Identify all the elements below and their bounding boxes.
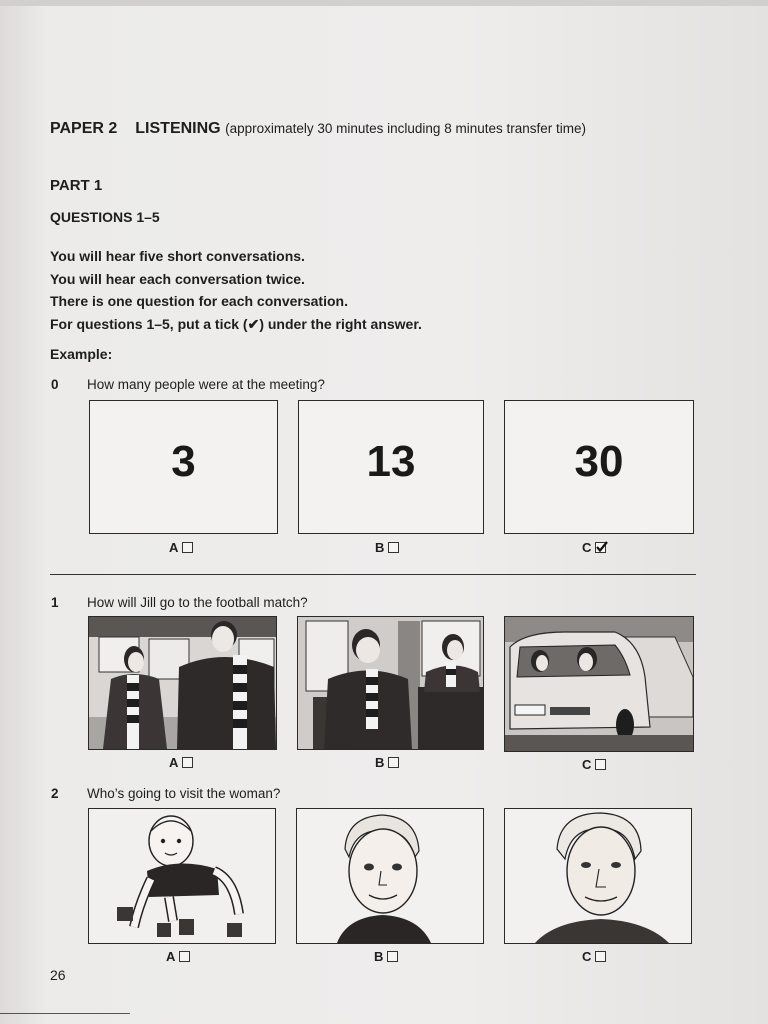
option-box-a xyxy=(88,808,276,944)
instructions xyxy=(50,245,422,335)
tick-icon xyxy=(595,540,609,554)
option-c-answer xyxy=(582,757,606,772)
instruction-line: For questions 1–5, put a tick (✔) under the right answer. xyxy=(50,315,422,332)
option-a-answer xyxy=(169,540,193,555)
boy-illustration xyxy=(297,809,483,943)
answer-checkbox[interactable] xyxy=(182,542,193,553)
option-box-b xyxy=(298,400,484,534)
option-letter: C xyxy=(582,540,592,555)
part-title: PART 1 xyxy=(50,177,103,194)
answer-checkbox-ticked[interactable] xyxy=(595,542,606,553)
couple-on-bus-illustration xyxy=(298,617,483,749)
option-box-a xyxy=(89,400,278,534)
instruction-line: You will hear each conversation twice. xyxy=(50,270,305,287)
couple-in-car-illustration xyxy=(505,617,693,751)
answer-checkbox[interactable] xyxy=(387,951,398,962)
option-letter: A xyxy=(169,755,179,770)
option-letter: B xyxy=(375,755,385,770)
divider xyxy=(50,574,696,575)
paper-label: PAPER 2 xyxy=(50,120,118,137)
answer-checkbox[interactable] xyxy=(595,951,606,962)
example-label: Example: xyxy=(50,346,113,362)
option-c-answer xyxy=(582,949,606,964)
answer-checkbox[interactable] xyxy=(595,759,606,770)
option-letter: C xyxy=(582,949,592,964)
option-letter: B xyxy=(374,949,384,964)
page-number: 26 xyxy=(50,967,66,983)
timing-note: (approximately 30 minutes including 8 minutes transfer time) xyxy=(225,121,586,136)
question-text: Who’s going to visit the woman? xyxy=(87,786,281,801)
option-number: 30 xyxy=(574,437,624,486)
option-letter: A xyxy=(169,540,179,555)
option-box-b xyxy=(296,808,484,944)
instruction-line: There is one question for each conversation. xyxy=(50,293,348,310)
question-text: How many people were at the meeting? xyxy=(87,377,325,392)
option-letter: C xyxy=(582,757,592,772)
option-box-c xyxy=(504,808,692,944)
page-top-edge xyxy=(0,0,768,6)
option-box-c xyxy=(504,616,694,752)
answer-checkbox[interactable] xyxy=(179,951,190,962)
option-letter: B xyxy=(375,540,385,555)
couple-walking-illustration xyxy=(89,617,276,749)
option-b-answer xyxy=(374,949,398,964)
option-box-b xyxy=(297,616,484,750)
option-letter: A xyxy=(166,949,176,964)
option-a-answer xyxy=(166,949,190,964)
question-number: 0 xyxy=(51,377,59,392)
man-illustration xyxy=(505,809,691,943)
answer-checkbox[interactable] xyxy=(182,757,193,768)
paper-header xyxy=(50,120,586,138)
answer-checkbox[interactable] xyxy=(388,542,399,553)
option-a-answer xyxy=(169,755,193,770)
option-box-c xyxy=(504,400,694,534)
option-box-a xyxy=(88,616,277,750)
question-text: How will Jill go to the football match? xyxy=(87,595,308,610)
option-number: 13 xyxy=(366,437,416,486)
option-c-answer xyxy=(582,540,606,555)
section-label: LISTENING xyxy=(135,120,221,137)
question-number: 1 xyxy=(51,595,59,610)
option-b-answer xyxy=(375,755,399,770)
option-b-answer xyxy=(375,540,399,555)
question-number: 2 xyxy=(51,786,59,801)
questions-range: QUESTIONS 1–5 xyxy=(50,209,160,225)
answer-checkbox[interactable] xyxy=(388,757,399,768)
footer-line xyxy=(0,1013,130,1014)
baby-illustration xyxy=(89,809,275,943)
instruction-line: You will hear five short conversations. xyxy=(50,248,305,264)
option-number: 3 xyxy=(171,437,196,486)
